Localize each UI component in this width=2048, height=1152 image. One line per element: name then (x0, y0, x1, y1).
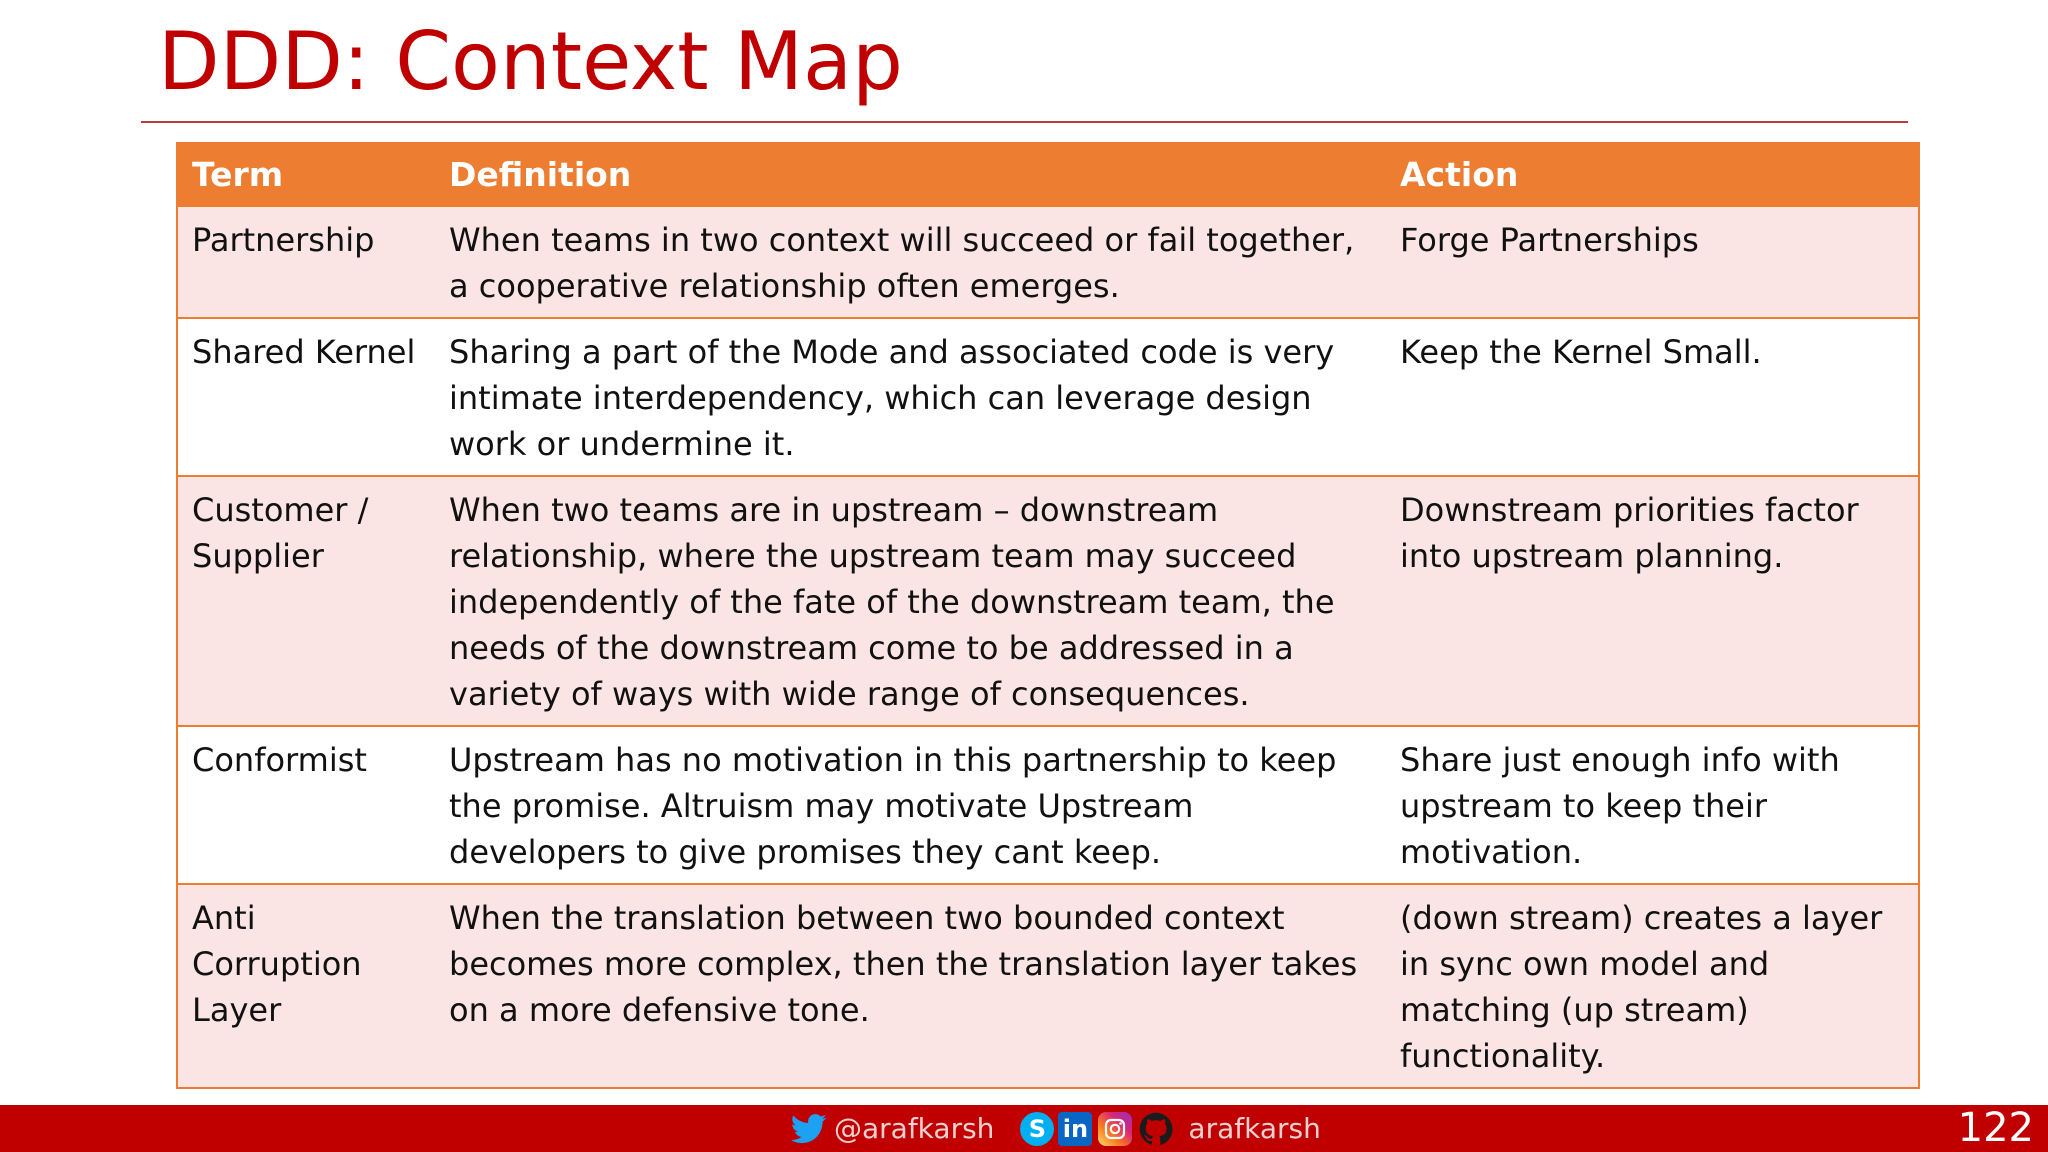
term-cell: Shared Kernel (178, 318, 435, 476)
action-cell: Keep the Kernel Small. (1386, 318, 1918, 476)
skype-icon[interactable]: S (1020, 1112, 1054, 1146)
definition-cell: When two teams are in upstream – downstream relationship, where the upstream team may succeed independently of the fate of the downstream team, the needs of the downstream come to be addressed in a variety of ways with wide range of consequences. (435, 476, 1386, 726)
action-cell: (down stream) creates a layer in sync own model and matching (up stream) functionality. (1386, 884, 1918, 1087)
term-cell: Customer / Supplier (178, 476, 435, 726)
definition-cell: When teams in two context will succeed or fail together, a cooperative relationship often emerges. (435, 206, 1386, 318)
action-cell: Forge Partnerships (1386, 206, 1918, 318)
github-icon[interactable] (1138, 1111, 1174, 1147)
header-definition: Definition (435, 144, 1386, 206)
table-row (178, 206, 1918, 318)
header-term: Term (178, 144, 435, 206)
social-links (790, 1105, 1321, 1152)
footer-bar (0, 1105, 2048, 1152)
header-action: Action (1386, 144, 1918, 206)
term-cell: Anti Corruption Layer (178, 884, 435, 1087)
social-handle[interactable]: arafkarsh (1188, 1112, 1321, 1145)
term-cell: Partnership (178, 206, 435, 318)
twitter-handle[interactable]: @arafkarsh (834, 1112, 995, 1145)
term-cell: Conformist (178, 726, 435, 884)
action-cell: Downstream priorities factor into upstream planning. (1386, 476, 1918, 726)
table-row (178, 318, 1918, 476)
context-map-table (176, 142, 1920, 1089)
slide-title: DDD: Context Map (158, 15, 903, 108)
table-row (178, 476, 1918, 726)
definition-cell: When the translation between two bounded context becomes more complex, then the translation layer takes on a more defensive tone. (435, 884, 1386, 1087)
definition-cell: Upstream has no motivation in this partnership to keep the promise. Altruism may motivate Upstream developers to give promises they cant keep. (435, 726, 1386, 884)
table-header-row (178, 144, 1918, 206)
table-row (178, 884, 1918, 1087)
table-row (178, 726, 1918, 884)
twitter-icon[interactable] (790, 1112, 828, 1146)
title-divider (141, 121, 1908, 123)
definition-cell: Sharing a part of the Mode and associated code is very intimate interdependency, which can leverage design work or undermine it. (435, 318, 1386, 476)
instagram-icon[interactable] (1098, 1112, 1132, 1146)
linkedin-icon[interactable]: in (1058, 1112, 1092, 1146)
page-number: 122 (1957, 1105, 2034, 1151)
action-cell: Share just enough info with upstream to keep their motivation. (1386, 726, 1918, 884)
